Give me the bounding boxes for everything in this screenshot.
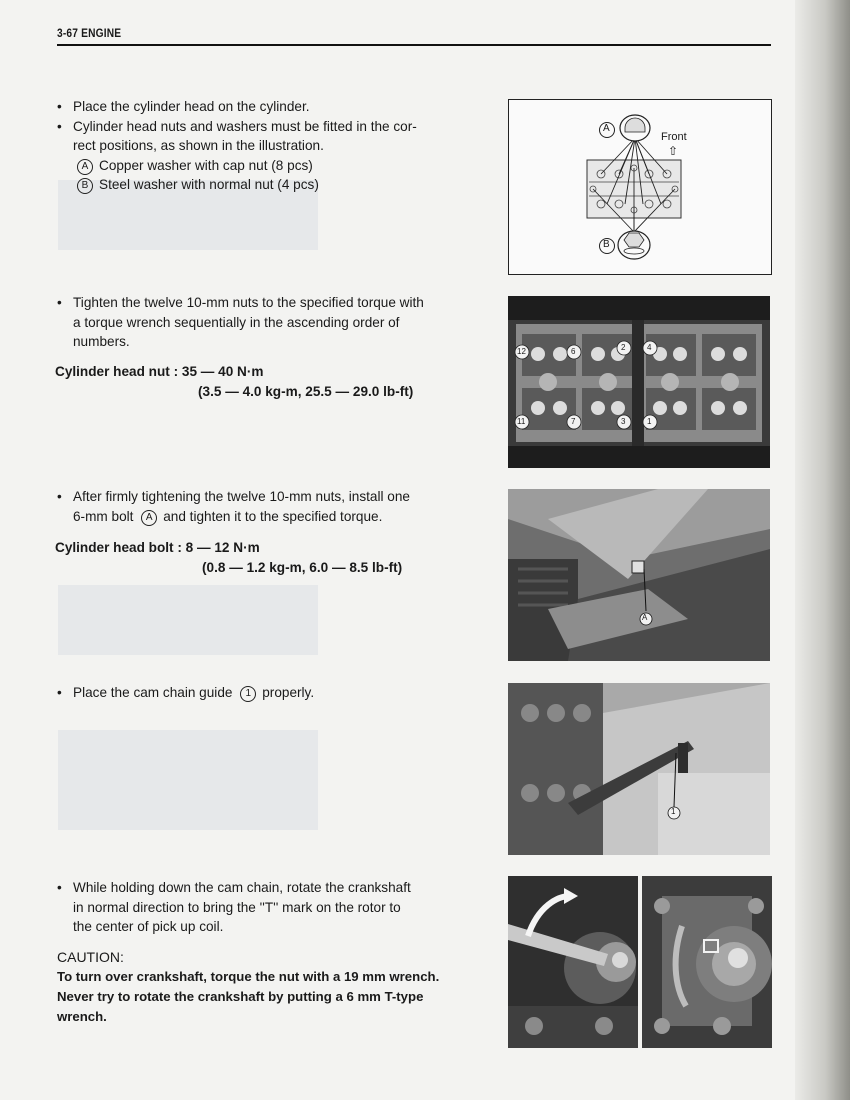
section-cylinder-head-placement (57, 97, 487, 195)
bleed-through-ghost (58, 585, 318, 655)
instruction-text: After firmly tightening the twelve 10-mm nuts, install one (73, 489, 410, 504)
torque-spec-bolt (55, 538, 485, 578)
instruction-text: Cylinder head nuts and washers must be fitted in the cor- (73, 118, 417, 134)
bolt-number-6: 6 (571, 347, 576, 356)
caution-note (57, 947, 497, 1027)
page-edge-shadow (795, 0, 850, 1100)
bleed-through-ghost (58, 730, 318, 830)
caution-text: Never try to rotate the crankshaft by putting a 6 mm T-type (57, 989, 424, 1004)
instruction-text: While holding down the cam chain, rotate the crankshaft (73, 880, 411, 895)
instruction-text: 6-mm bolt (73, 508, 134, 524)
instruction-bullet (57, 683, 487, 703)
page-header-title: 3-67 ENGINE (57, 26, 122, 40)
instruction-text: rect positions, as shown in the illustration. (73, 138, 324, 153)
bolt-number-3: 3 (621, 417, 626, 426)
circled-marker: 1 (240, 686, 256, 702)
instruction-text: the center of pick up coil. (73, 919, 224, 934)
washer-item-b (57, 175, 487, 195)
bolt-number-7: 7 (571, 417, 576, 426)
caution-heading: CAUTION: (57, 949, 124, 965)
bolt-number-12: 12 (517, 347, 526, 356)
caution-text: To turn over crankshaft, torque the nut with a 19 mm wrench. (57, 969, 440, 984)
bolt-number-4: 4 (647, 343, 652, 352)
bolt-number-11: 11 (517, 417, 526, 426)
instruction-text: Place the cam chain guide (73, 685, 233, 700)
instruction-text: in normal direction to bring the ''T'' mark on the rotor to (73, 899, 401, 915)
washer-description: Steel washer with normal nut (4 pcs) (99, 177, 319, 192)
page-header (57, 26, 771, 46)
section-install-bolt (57, 487, 487, 526)
torque-spec-label: Cylinder head bolt : 8 — 12 N·m (55, 540, 260, 555)
diagram-label-b: B (603, 239, 610, 250)
cam-chain-guide-photo (508, 683, 770, 855)
instruction-bullet (57, 117, 487, 156)
instruction-text: properly. (262, 685, 315, 700)
rotor-t-mark-photo (642, 876, 772, 1048)
front-arrow-icon: ⇧ (668, 144, 679, 158)
torque-spec-nut (55, 362, 485, 402)
nut-washer-diagram (508, 99, 772, 275)
diagram-front-label: Front (661, 131, 687, 143)
bolt-number-2: 2 (621, 343, 626, 352)
instruction-text: numbers. (73, 334, 130, 349)
torque-spec-alt: (3.5 — 4.0 kg-m, 25.5 — 29.0 lb-ft) (198, 384, 414, 399)
instruction-bullet (57, 97, 487, 117)
instruction-bullet (57, 878, 497, 937)
section-rotate-crankshaft (57, 878, 497, 937)
bolt-number-1: 1 (647, 417, 652, 426)
instruction-text: and tighten it to the specified torque. (163, 508, 383, 524)
crankshaft-wrench-photo (508, 876, 638, 1048)
washer-item-a (57, 156, 487, 176)
photo-label-1: 1 (671, 807, 676, 816)
cylinder-head-photo (508, 296, 770, 468)
instruction-bullet (57, 293, 487, 352)
section-tighten-nuts (57, 293, 487, 352)
instruction-text: a torque wrench sequentially in the ascending order of (73, 314, 400, 330)
washer-description: Copper washer with cap nut (8 pcs) (99, 157, 313, 173)
circled-marker: B (77, 178, 93, 194)
diagram-label-a: A (603, 123, 610, 134)
caution-text: wrench. (57, 1009, 107, 1024)
instruction-text: Tighten the twelve 10-mm nuts to the specified torque with (73, 295, 424, 310)
bolt-install-photo (508, 489, 770, 661)
circled-marker: A (141, 510, 157, 526)
section-cam-chain-guide (57, 683, 487, 703)
torque-spec-alt: (0.8 — 1.2 kg-m, 6.0 — 8.5 lb-ft) (202, 560, 403, 575)
photo-label-a: A (642, 613, 648, 622)
torque-spec-label: Cylinder head nut : 35 — 40 N·m (55, 364, 264, 379)
instruction-bullet (57, 487, 487, 526)
circled-marker: A (77, 159, 93, 175)
instruction-text: Place the cylinder head on the cylinder. (73, 99, 310, 114)
